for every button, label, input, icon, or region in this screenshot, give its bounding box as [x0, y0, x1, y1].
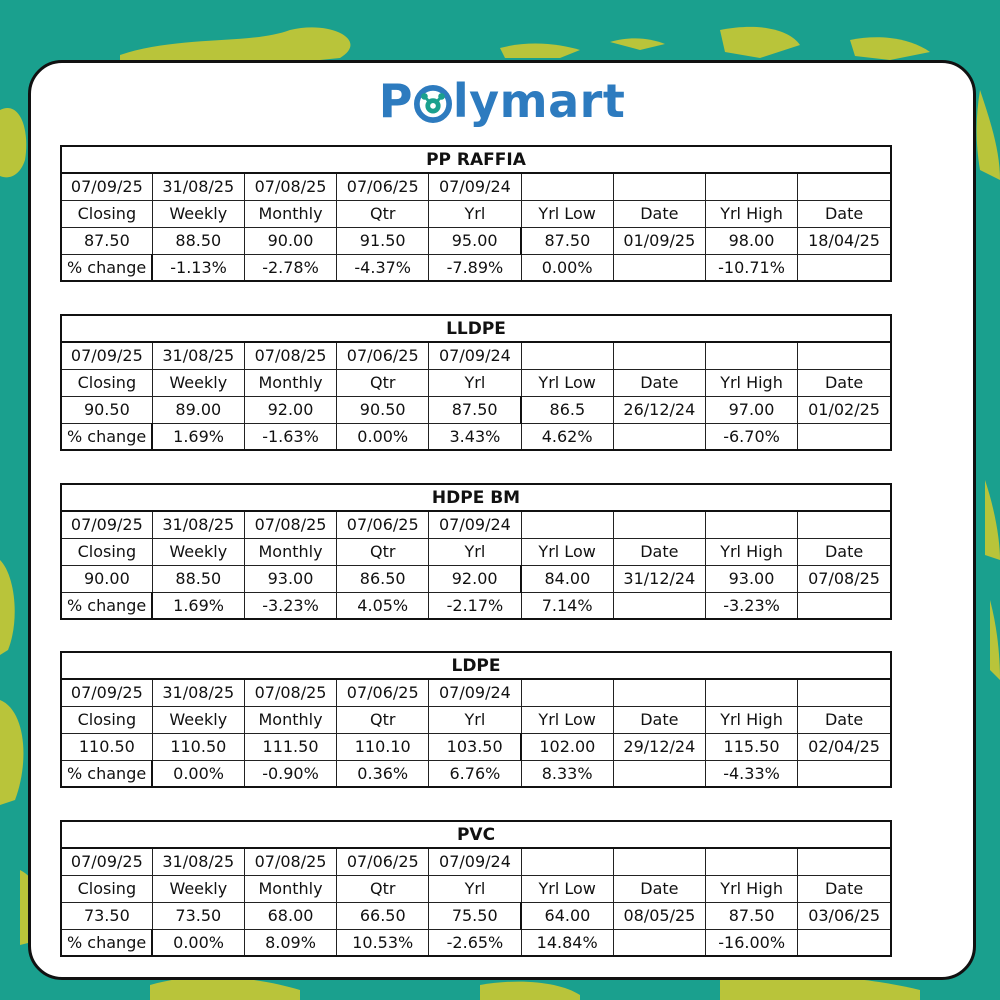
date-header: 31/08/25: [152, 679, 244, 706]
value-cell: 115.50: [705, 733, 797, 760]
column-label: Qtr: [337, 369, 429, 396]
date-header: 07/09/24: [429, 173, 521, 200]
date-header: 07/06/25: [337, 848, 429, 875]
value-cell: 87.50: [521, 227, 613, 254]
column-label: Closing: [61, 200, 152, 227]
date-header: 07/06/25: [337, 342, 429, 369]
date-header: 07/09/25: [61, 173, 152, 200]
pct-change-cell: [613, 423, 705, 450]
value-cell: 73.50: [152, 902, 244, 929]
pct-change-cell: 1.69%: [152, 592, 244, 619]
value-cell: 87.50: [61, 227, 152, 254]
date-header: 07/08/25: [244, 679, 336, 706]
date-header: 07/09/24: [429, 679, 521, 706]
value-cell: 92.00: [244, 396, 336, 423]
pct-change-cell: -6.70%: [705, 423, 797, 450]
empty-cell: [613, 679, 705, 706]
date-header: 31/08/25: [152, 173, 244, 200]
value-cell: 97.00: [705, 396, 797, 423]
date-header: 31/08/25: [152, 511, 244, 538]
empty-cell: [613, 173, 705, 200]
date-header: 31/08/25: [152, 342, 244, 369]
date-header: 07/08/25: [244, 848, 336, 875]
value-cell: 102.00: [521, 733, 613, 760]
empty-cell: [521, 342, 613, 369]
date-header: 07/09/24: [429, 511, 521, 538]
table-title: PVC: [61, 821, 891, 848]
empty-cell: [705, 173, 797, 200]
date-header: 07/09/24: [429, 342, 521, 369]
empty-cell: [613, 848, 705, 875]
pct-change-cell: [798, 423, 891, 450]
value-cell: 03/06/25: [798, 902, 891, 929]
date-header: 07/06/25: [337, 173, 429, 200]
value-cell: 29/12/24: [613, 733, 705, 760]
column-label: Yrl Low: [521, 875, 613, 902]
value-cell: 110.50: [152, 733, 244, 760]
value-cell: 92.00: [429, 565, 521, 592]
empty-cell: [613, 342, 705, 369]
value-cell: 87.50: [706, 902, 798, 929]
empty-cell: [705, 511, 797, 538]
empty-cell: [798, 511, 891, 538]
column-label: Yrl Low: [521, 200, 613, 227]
pct-change-cell: -4.37%: [337, 254, 429, 281]
value-cell: 68.00: [244, 902, 336, 929]
column-label: Yrl: [429, 875, 521, 902]
column-label: Yrl: [429, 538, 521, 565]
pct-change-cell: [613, 929, 705, 956]
pct-change-cell: [613, 254, 705, 281]
empty-cell: [521, 511, 613, 538]
pct-change-cell: -2.17%: [429, 592, 521, 619]
value-cell: 84.00: [521, 565, 613, 592]
date-header: 07/08/25: [244, 173, 336, 200]
pct-change-cell: 0.00%: [152, 929, 244, 956]
empty-cell: [521, 848, 613, 875]
date-header: 07/06/25: [337, 679, 429, 706]
column-label: Yrl High: [705, 369, 797, 396]
pct-change-cell: 0.00%: [152, 760, 244, 787]
value-cell: 01/09/25: [613, 227, 705, 254]
pct-change-label: % change: [61, 760, 152, 787]
pct-change-cell: -7.89%: [429, 254, 521, 281]
price-table-lldpe: [60, 314, 892, 451]
pct-change-cell: -16.00%: [706, 929, 798, 956]
value-cell: 31/12/24: [613, 565, 705, 592]
value-cell: 87.50: [429, 396, 521, 423]
table-title: HDPE BM: [61, 484, 891, 511]
date-header: 07/09/25: [61, 848, 152, 875]
column-label: Yrl: [429, 706, 521, 733]
column-label: Date: [798, 875, 891, 902]
column-label: Qtr: [337, 538, 429, 565]
pct-change-cell: 8.09%: [244, 929, 336, 956]
value-cell: 110.10: [337, 733, 429, 760]
value-cell: 103.50: [429, 733, 521, 760]
date-header: 07/09/25: [61, 342, 152, 369]
column-label: Monthly: [244, 200, 336, 227]
table-title: PP RAFFIA: [61, 146, 891, 173]
pct-change-cell: [613, 592, 705, 619]
column-label: Weekly: [152, 875, 244, 902]
table-title: LLDPE: [61, 315, 891, 342]
pct-change-cell: 8.33%: [521, 760, 613, 787]
value-cell: 07/08/25: [798, 565, 891, 592]
empty-cell: [798, 342, 891, 369]
column-label: Yrl High: [706, 875, 798, 902]
value-cell: 110.50: [61, 733, 152, 760]
column-label: Yrl High: [705, 706, 797, 733]
column-label: Date: [613, 875, 705, 902]
empty-cell: [798, 679, 891, 706]
column-label: Date: [798, 200, 891, 227]
column-label: Date: [613, 706, 705, 733]
pct-change-label: % change: [61, 929, 152, 956]
pct-change-cell: [798, 929, 891, 956]
pct-change-cell: -2.65%: [429, 929, 521, 956]
value-cell: 98.00: [705, 227, 797, 254]
value-cell: 66.50: [337, 902, 429, 929]
value-cell: 111.50: [244, 733, 336, 760]
pct-change-cell: -4.33%: [705, 760, 797, 787]
column-label: Yrl Low: [521, 706, 613, 733]
date-header: 07/06/25: [337, 511, 429, 538]
column-label: Monthly: [244, 706, 336, 733]
column-label: Date: [613, 200, 705, 227]
column-label: Date: [798, 538, 891, 565]
pct-change-cell: -0.90%: [244, 760, 336, 787]
pct-change-cell: 0.36%: [337, 760, 429, 787]
pct-change-cell: -2.78%: [244, 254, 336, 281]
price-table-pvc: [60, 820, 892, 957]
column-label: Weekly: [152, 538, 244, 565]
value-cell: 90.50: [61, 396, 152, 423]
pct-change-cell: 7.14%: [521, 592, 613, 619]
column-label: Weekly: [152, 706, 244, 733]
pct-change-cell: [798, 254, 891, 281]
column-label: Monthly: [244, 369, 336, 396]
empty-cell: [705, 342, 797, 369]
value-cell: 90.00: [244, 227, 336, 254]
value-cell: 88.50: [152, 565, 244, 592]
date-header: 07/09/24: [429, 848, 521, 875]
date-header: 07/09/25: [61, 511, 152, 538]
pct-change-cell: [798, 760, 891, 787]
polymer-molecule-icon: [414, 85, 452, 123]
pct-change-cell: 4.62%: [521, 423, 613, 450]
empty-cell: [706, 848, 798, 875]
pct-change-label: % change: [61, 423, 152, 450]
value-cell: 86.50: [337, 565, 429, 592]
column-label: Date: [798, 706, 891, 733]
empty-cell: [705, 679, 797, 706]
pct-change-cell: -3.23%: [705, 592, 797, 619]
column-label: Date: [798, 369, 891, 396]
date-header: 31/08/25: [152, 848, 244, 875]
value-cell: 91.50: [337, 227, 429, 254]
pct-change-cell: -1.63%: [244, 423, 336, 450]
pct-change-label: % change: [61, 592, 152, 619]
column-label: Monthly: [244, 875, 336, 902]
pct-change-cell: 1.69%: [152, 423, 244, 450]
pct-change-cell: -1.13%: [152, 254, 244, 281]
column-label: Yrl: [429, 200, 521, 227]
pct-change-cell: 10.53%: [337, 929, 429, 956]
column-label: Closing: [61, 875, 152, 902]
value-cell: 93.00: [244, 565, 336, 592]
pct-change-cell: 0.00%: [521, 254, 613, 281]
value-cell: 18/04/25: [798, 227, 891, 254]
empty-cell: [798, 848, 891, 875]
value-cell: 90.00: [61, 565, 152, 592]
column-label: Yrl Low: [521, 369, 613, 396]
pct-change-cell: 14.84%: [521, 929, 613, 956]
logo-text-start: P: [378, 74, 413, 128]
empty-cell: [521, 173, 613, 200]
column-label: Closing: [61, 706, 152, 733]
table-title: LDPE: [61, 652, 891, 679]
value-cell: 02/04/25: [798, 733, 891, 760]
value-cell: 26/12/24: [613, 396, 705, 423]
value-cell: 88.50: [152, 227, 244, 254]
pct-change-label: % change: [61, 254, 152, 281]
value-cell: 73.50: [61, 902, 152, 929]
column-label: Qtr: [337, 706, 429, 733]
value-cell: 75.50: [429, 902, 521, 929]
pct-change-cell: 3.43%: [429, 423, 521, 450]
pct-change-cell: 4.05%: [337, 592, 429, 619]
column-label: Closing: [61, 369, 152, 396]
column-label: Yrl: [429, 369, 521, 396]
empty-cell: [613, 511, 705, 538]
price-table-ldpe: [60, 651, 892, 788]
column-label: Closing: [61, 538, 152, 565]
column-label: Date: [613, 369, 705, 396]
column-label: Date: [613, 538, 705, 565]
date-header: 07/09/25: [61, 679, 152, 706]
column-label: Yrl High: [705, 200, 797, 227]
pct-change-cell: 6.76%: [429, 760, 521, 787]
empty-cell: [798, 173, 891, 200]
column-label: Yrl High: [705, 538, 797, 565]
price-table-hdpe-bm: [60, 483, 892, 620]
price-table-pp-raffia: [60, 145, 892, 282]
column-label: Qtr: [337, 200, 429, 227]
value-cell: 86.5: [521, 396, 613, 423]
date-header: 07/08/25: [244, 511, 336, 538]
value-cell: 01/02/25: [798, 396, 891, 423]
logo-text-end: lymart: [452, 74, 626, 128]
column-label: Monthly: [244, 538, 336, 565]
value-cell: 93.00: [705, 565, 797, 592]
pct-change-cell: 0.00%: [337, 423, 429, 450]
value-cell: 64.00: [521, 902, 613, 929]
column-label: Yrl Low: [521, 538, 613, 565]
empty-cell: [521, 679, 613, 706]
column-label: Weekly: [152, 369, 244, 396]
pct-change-cell: -10.71%: [705, 254, 797, 281]
date-header: 07/08/25: [244, 342, 336, 369]
pct-change-cell: -3.23%: [244, 592, 336, 619]
pct-change-cell: [613, 760, 705, 787]
value-cell: 90.50: [337, 396, 429, 423]
column-label: Qtr: [337, 875, 429, 902]
polymart-logo: [31, 71, 973, 131]
value-cell: 89.00: [152, 396, 244, 423]
pct-change-cell: [798, 592, 891, 619]
column-label: Weekly: [152, 200, 244, 227]
value-cell: 95.00: [429, 227, 521, 254]
value-cell: 08/05/25: [613, 902, 705, 929]
